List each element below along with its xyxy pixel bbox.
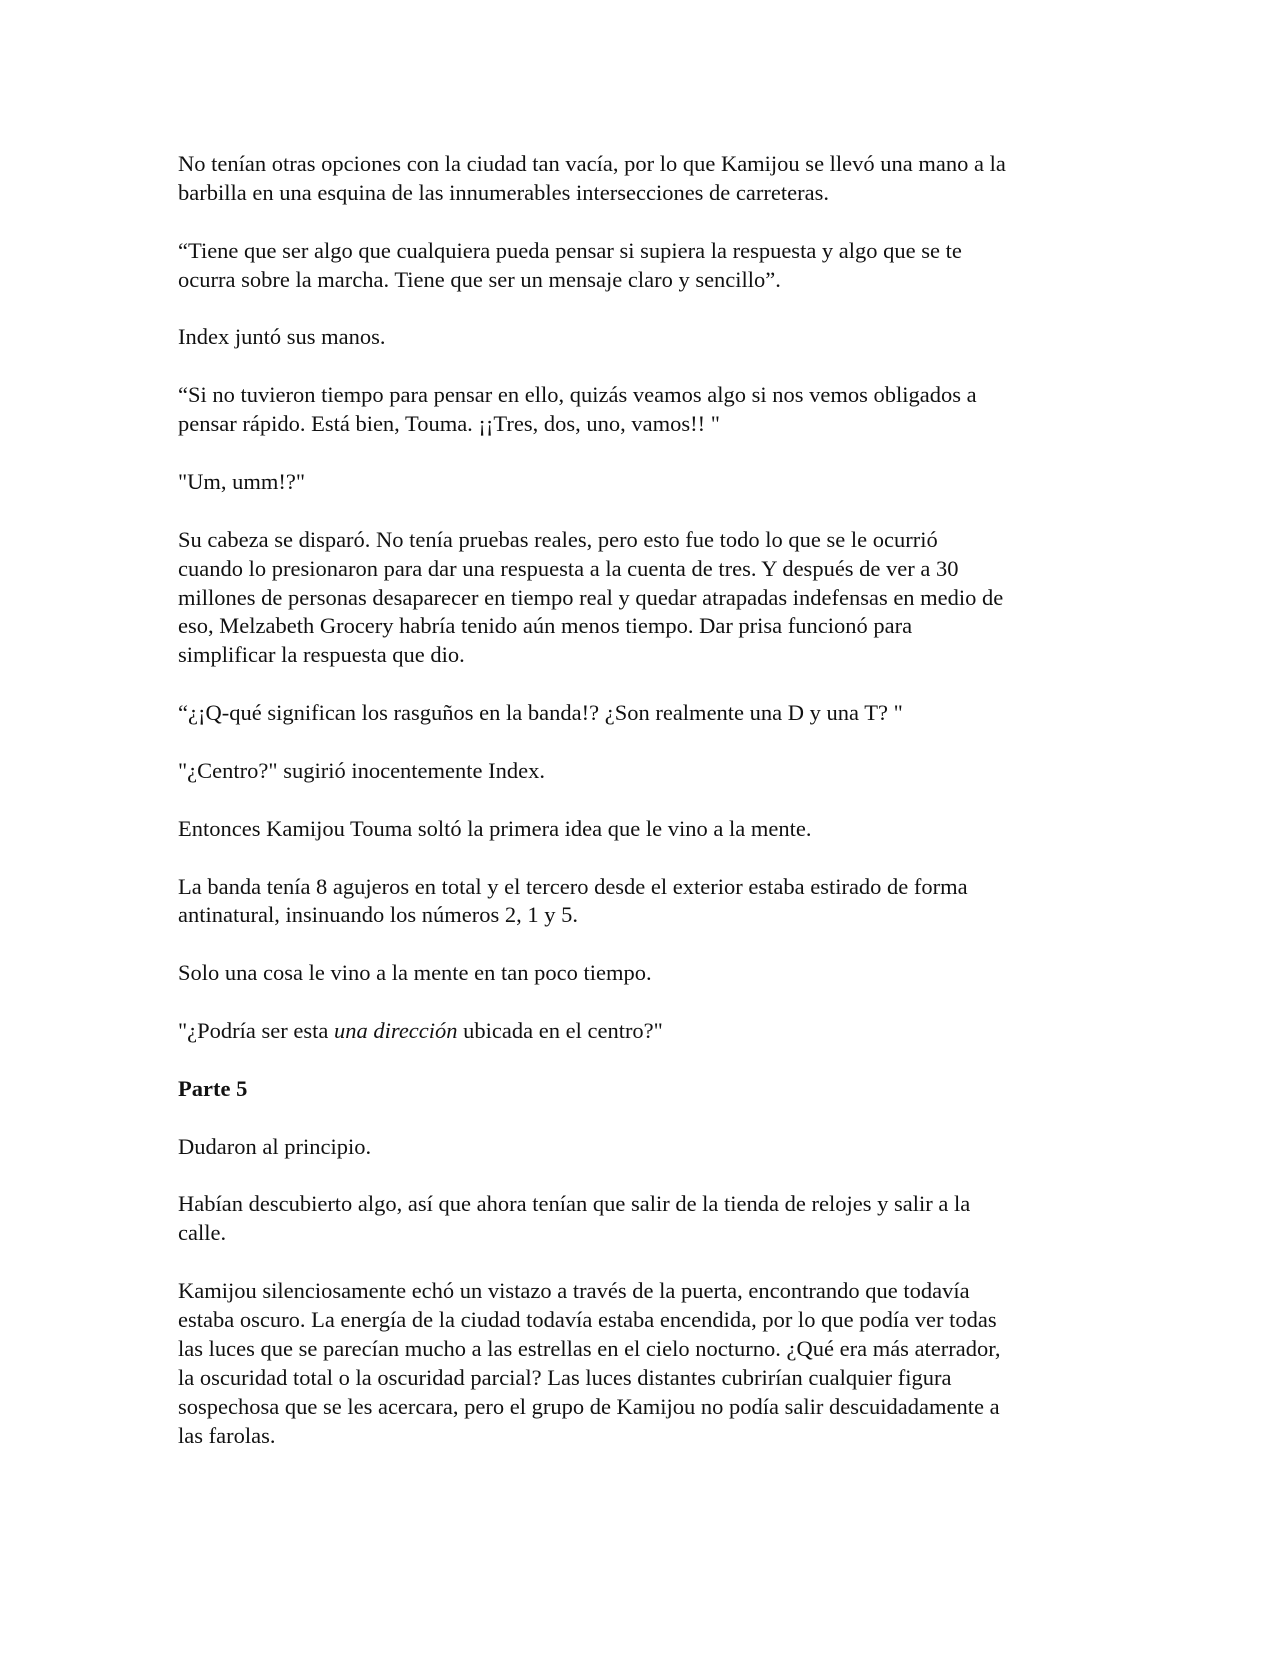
text-line: "¿Centro?" sugirió inocentemente Index. [178, 757, 545, 783]
paragraph [178, 815, 1118, 844]
text-line: pensar rápido. Está bien, Touma. ¡¡Tres, dos, uno, vamos!! " [178, 411, 720, 437]
text-line: estaba oscuro. La energía de la ciudad todavía estaba encendida, por lo que podía ver todas [178, 1307, 997, 1333]
text-line: Habían descubierto algo, así que ahora tenían que salir de la tienda de relojes y salir a la [178, 1191, 971, 1217]
paragraph [178, 1277, 1118, 1450]
text-line: ocurra sobre la marcha. Tiene que ser un mensaje claro y sencillo”. [178, 266, 781, 292]
paragraph [178, 699, 1118, 728]
text-line: Parte 5 [178, 1075, 248, 1101]
paragraph [178, 873, 1118, 931]
paragraph [178, 468, 1118, 497]
text-line: Su cabeza se disparó. No tenía pruebas reales, pero esto fue todo lo que se le ocurrió [178, 526, 938, 552]
paragraph [178, 757, 1118, 786]
text-line: sospechosa que se les acercara, pero el grupo de Kamijou no podía salir descuidadamente a [178, 1393, 1000, 1419]
paragraph [178, 237, 1118, 295]
text-line: las luces que se parecían mucho a las estrellas en el cielo nocturno. ¿Qué era más aterrador, [178, 1335, 1001, 1361]
text-line: millones de personas desaparecer en tiempo real y quedar atrapadas indefensas en medio de [178, 584, 1004, 610]
text-line: barbilla en una esquina de las innumerables intersecciones de carreteras. [178, 179, 829, 205]
text-line: simplificar la respuesta que dio. [178, 642, 465, 668]
text-line: Index juntó sus manos. [178, 324, 386, 350]
text-line: antinatural, insinuando los números 2, 1 y 5. [178, 902, 578, 928]
paragraph [178, 959, 1118, 988]
text-line: “Si no tuvieron tiempo para pensar en ello, quizás veamos algo si nos vemos obligados a [178, 382, 977, 408]
paragraph [178, 323, 1118, 352]
text-line: Entonces Kamijou Touma soltó la primera idea que le vino a la mente. [178, 815, 812, 841]
section-heading [178, 1075, 1118, 1104]
document-page [178, 150, 1118, 1479]
text-line: las farolas. [178, 1422, 276, 1448]
paragraph [178, 381, 1118, 439]
paragraph [178, 526, 1118, 671]
text-line: eso, Melzabeth Grocery habría tenido aún menos tiempo. Dar prisa funcionó para [178, 613, 913, 639]
text-line: cuando lo presionaron para dar una respuesta a la cuenta de tres. Y después de ver a 30 [178, 555, 959, 581]
text-line: Kamijou silenciosamente echó un vistazo a través de la puerta, encontrando que todavía [178, 1278, 970, 1304]
text-line: Solo una cosa le vino a la mente en tan poco tiempo. [178, 960, 652, 986]
text-segment: "¿Podría ser esta [178, 1018, 335, 1044]
text-line [178, 1017, 1118, 1046]
text-line: No tenían otras opciones con la ciudad tan vacía, por lo que Kamijou se llevó una mano a la [178, 151, 1006, 176]
text-line: La banda tenía 8 agujeros en total y el tercero desde el exterior estaba estirado de forma [178, 873, 968, 899]
paragraph [178, 150, 1118, 208]
italic-text: una dirección [334, 1018, 458, 1044]
paragraph [178, 1190, 1118, 1248]
text-line: la oscuridad total o la oscuridad parcial? Las luces distantes cubrirían cualquier figura [178, 1364, 952, 1390]
text-segment: ubicada en el centro?" [457, 1018, 663, 1044]
text-line: “Tiene que ser algo que cualquiera pueda pensar si supiera la respuesta y algo que se te [178, 237, 962, 263]
text-line: “¿¡Q-qué significan los rasguños en la banda!? ¿Son realmente una D y una T? " [178, 700, 903, 726]
text-line: Dudaron al principio. [178, 1133, 372, 1159]
text-line: "Um, umm!?" [178, 468, 306, 494]
text-line: calle. [178, 1220, 227, 1246]
paragraph [178, 1017, 1118, 1046]
paragraph [178, 1133, 1118, 1162]
